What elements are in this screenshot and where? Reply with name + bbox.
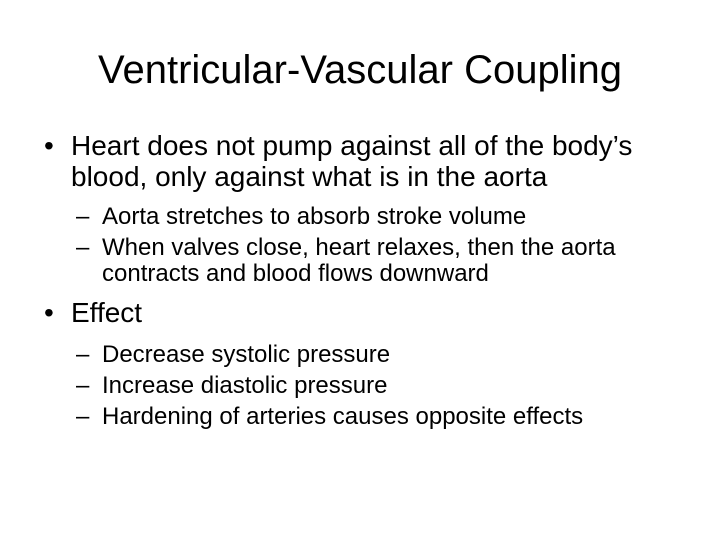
slide-content	[44, 126, 694, 430]
bullet-text: Effect	[71, 297, 143, 328]
sub-bullet-text: When valves close, heart relaxes, then the aorta contracts and blood flows downward	[102, 234, 616, 287]
sub-bullet-item	[44, 373, 694, 399]
sub-bullet-item	[44, 404, 694, 430]
sub-bullet-marker: –	[76, 341, 90, 368]
sub-bullet-item	[44, 204, 694, 230]
slide-title: Ventricular-Vascular Coupling	[98, 48, 622, 92]
bullet-marker: •	[44, 297, 54, 328]
sub-bullet-item	[44, 235, 694, 287]
sub-bullet-marker: –	[76, 372, 90, 399]
sub-bullet-text: Increase diastolic pressure	[102, 372, 388, 399]
bullet-item	[44, 297, 694, 328]
sub-bullet-text: Decrease systolic pressure	[102, 341, 391, 368]
sub-bullet-text: Aorta stretches to absorb stroke volume	[102, 203, 527, 230]
bullet-text: Heart does not pump against all of the body’s blood, only against what is in the aorta	[71, 130, 633, 192]
sub-bullet-marker: –	[76, 403, 90, 430]
bullet-item	[44, 130, 694, 192]
sub-bullet-marker: –	[76, 203, 90, 230]
sub-bullet-marker: –	[76, 234, 90, 261]
sub-bullet-text: Hardening of arteries causes opposite effects	[102, 403, 584, 430]
sub-bullet-item	[44, 342, 694, 368]
bullet-marker: •	[44, 130, 54, 161]
